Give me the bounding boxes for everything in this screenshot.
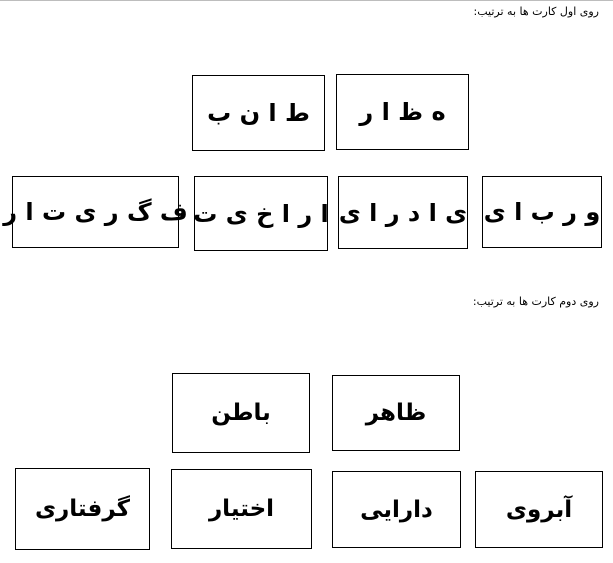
card-front-6-text: ف گ ر ی ت ا ر: [3, 198, 188, 226]
card-back-3-text: آبروی: [505, 496, 573, 523]
card-front-5: [194, 176, 328, 251]
card-back-2-text: باطن: [211, 400, 271, 426]
card-front-1: [336, 74, 469, 150]
card-back-2: [172, 373, 310, 453]
section1-caption: روی اول کارت ها به ترتیب:: [473, 5, 599, 18]
card-front-3: [482, 176, 602, 248]
top-divider: [0, 0, 613, 1]
card-front-4-text: ی ا د ر ا ی: [338, 198, 468, 227]
card-back-3: [475, 471, 603, 548]
card-front-2: [192, 75, 325, 151]
section2-caption: روی دوم کارت ها به ترتیب:: [472, 295, 599, 308]
card-front-1-text: ه ظ ا ر: [359, 98, 446, 126]
card-back-1: [332, 375, 460, 451]
card-front-2-text: ط ا ن ب: [207, 99, 310, 127]
card-back-4-text: دارایی: [360, 496, 433, 523]
card-back-5: [171, 469, 312, 549]
card-front-6: [3, 176, 188, 248]
card-back-6-text: گرفتاری: [34, 496, 131, 522]
card-front-3-text: و ر ب ا ی: [483, 198, 601, 226]
card-back-4: [332, 471, 461, 548]
card-front-5-text: ا ر ا خ ی ت: [193, 199, 329, 228]
card-front-4: [338, 176, 468, 249]
card-back-5-text: اختیار: [208, 496, 275, 522]
card-back-1-text: ظاهر: [365, 400, 427, 426]
card-back-6: [15, 468, 150, 550]
